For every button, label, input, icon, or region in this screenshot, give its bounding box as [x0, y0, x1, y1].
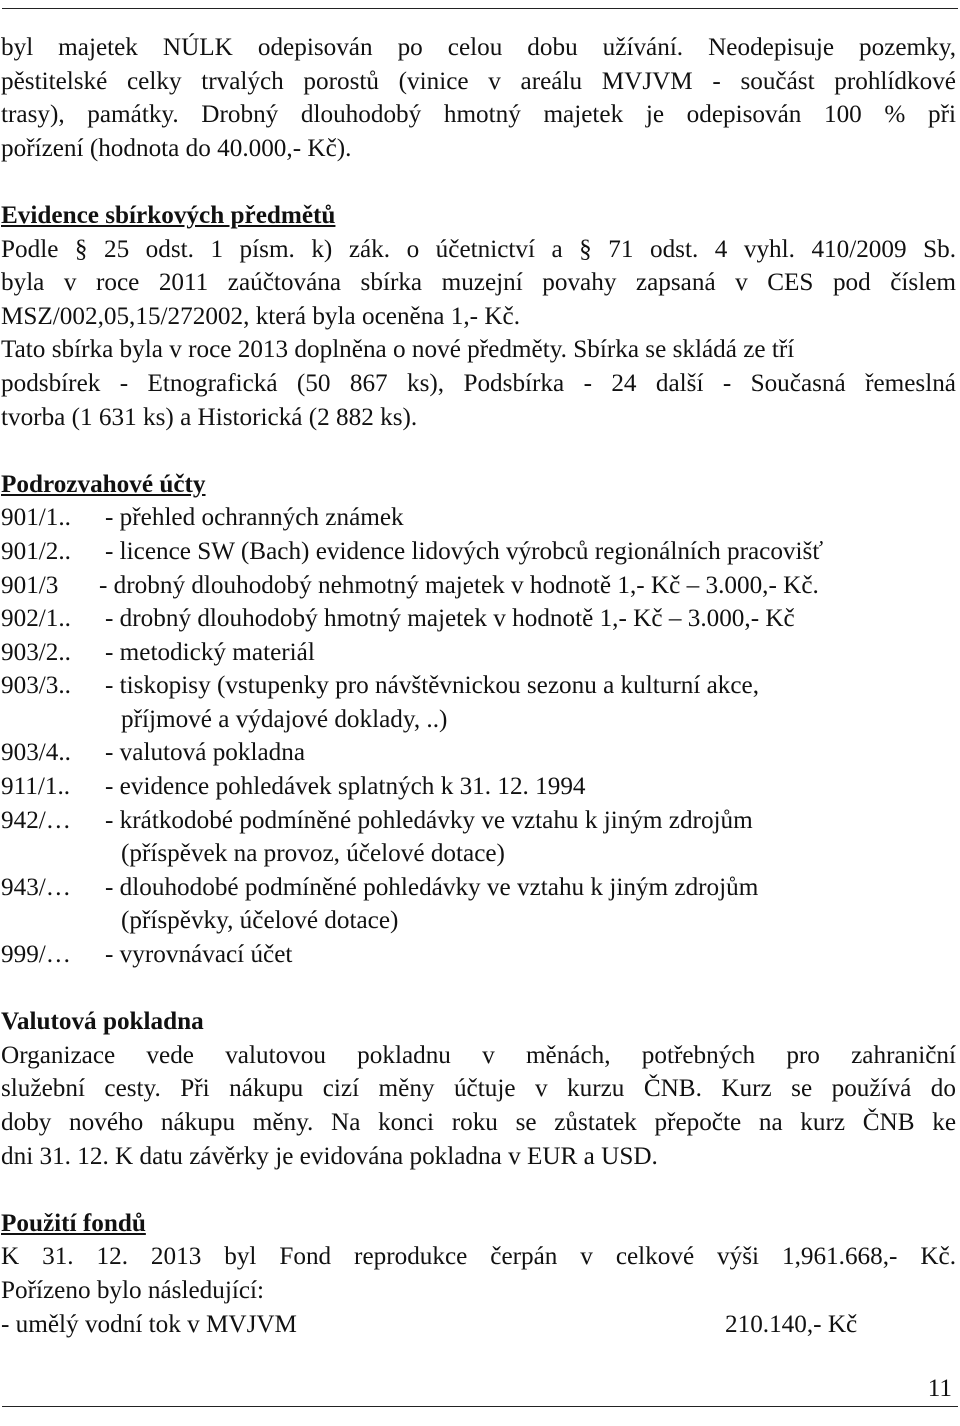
intro-line-4: pořízení (hodnota do 40.000,- Kč).	[1, 134, 352, 162]
account-row	[1, 669, 956, 703]
account-row	[1, 938, 956, 972]
account-description-continued: příjmové a výdajové doklady, ..)	[121, 705, 448, 733]
valutova-line-4: dni 31. 12. K datu závěrky je evidována pokladna v EUR a USD.	[1, 1142, 658, 1170]
account-description: - krátkodobé podmíněné pohledávky ve vztahu k jiným zdrojům	[105, 806, 753, 834]
account-code: 911/1..	[1, 773, 71, 801]
account-code: 901/2..	[1, 537, 71, 565]
fund-item-row	[1, 1308, 956, 1342]
account-description: - vyrovnávací účet	[105, 941, 293, 969]
valutova-heading: Valutová pokladna	[1, 1008, 204, 1036]
evidence-line-1: Podle § 25 odst. 1 písm. k) zák. o účetnictví a § 71 odst. 4 vyhl. 410/2009 Sb.	[1, 235, 956, 263]
account-description: - přehled ochranných známek	[105, 504, 404, 532]
account-code: 902/1..	[1, 605, 71, 633]
account-description: - metodický materiál	[105, 638, 315, 666]
fund-item-name: - umělý vodní tok v MVJVM	[1, 1310, 297, 1338]
valutova-line-1: Organizace vede valutovou pokladnu v měnách, potřebných pro zahraniční	[1, 1041, 956, 1069]
account-row	[1, 871, 956, 905]
account-description-continued: (příspěvek na provoz, účelové dotace)	[121, 840, 505, 868]
account-description: - dlouhodobé podmíněné pohledávky ve vztahu k jiným zdrojům	[105, 873, 759, 901]
account-description: - valutová pokladna	[105, 739, 306, 767]
account-code: 901/3	[1, 571, 59, 599]
intro-line-2: pěstitelské celky trvalých porostů (vinice v areálu MVJVM - součást prohlídkové	[1, 67, 956, 95]
valutova-line-2: služební cesty. Při nákupu cizí měny účtuje v kurzu ČNB. Kurz se používá do	[1, 1075, 956, 1103]
evidence-heading: Evidence sbírkových předmětů	[1, 201, 336, 229]
account-row	[1, 736, 956, 770]
fondy-heading: Použití fondů	[1, 1209, 146, 1237]
fondy-line-1: K 31. 12. 2013 byl Fond reprodukce čerpán v celkové výši 1,961.668,- Kč.	[1, 1243, 956, 1271]
account-code: 903/2..	[1, 638, 71, 666]
evidence-line-2: byla v roce 2011 zaúčtována sbírka muzejní povahy zapsaná v CES pod číslem	[1, 269, 956, 297]
account-row	[1, 569, 956, 603]
evidence-line-3: MSZ/002,05,15/272002, která byla oceněna 1,- Kč.	[1, 302, 521, 330]
account-code: 999/…	[1, 941, 71, 969]
top-rule	[2, 8, 958, 9]
account-description: - drobný dlouhodobý nehmotný majetek v hodnotě 1,- Kč – 3.000,- Kč.	[99, 571, 819, 599]
account-row	[1, 770, 956, 804]
account-row	[1, 804, 956, 838]
account-description: - licence SW (Bach) evidence lidových výrobců regionálních pracovišť	[105, 537, 824, 565]
account-code: 903/3..	[1, 672, 71, 700]
podrozvahove-heading: Podrozvahové účty	[1, 470, 206, 498]
intro-line-1: byl majetek NÚLK odepisován po celou dobu užívání. Neodepisuje pozemky,	[1, 34, 956, 61]
page-number: 11	[927, 1375, 952, 1402]
account-code: 901/1..	[1, 504, 71, 532]
evidence-line-4: Tato sbírka byla v roce 2013 doplněna o nové předměty. Sbírka se skládá ze tří	[1, 336, 795, 364]
account-description: - tiskopisy (vstupenky pro návštěvnickou sezonu a kulturní akce,	[105, 672, 760, 700]
fondy-line-2: Pořízeno bylo následující:	[1, 1276, 265, 1304]
account-description-continued: (příspěvky, účelové dotace)	[121, 907, 399, 935]
account-row	[1, 501, 956, 535]
intro-line-3: trasy), památky. Drobný dlouhodobý hmotný majetek je odepisován 100 % při	[1, 101, 956, 129]
fund-item-amount: 210.140,- Kč	[725, 1310, 858, 1338]
account-description: - drobný dlouhodobý hmotný majetek v hodnotě 1,- Kč – 3.000,- Kč	[105, 605, 795, 633]
evidence-line-6: tvorba (1 631 ks) a Historická (2 882 ks).	[1, 403, 418, 431]
account-row	[1, 602, 956, 636]
account-description: - evidence pohledávek splatných k 31. 12. 1994	[105, 773, 586, 801]
account-code: 903/4..	[1, 739, 71, 767]
evidence-line-5: podsbírek - Etnografická (50 867 ks), Podsbírka - 24 další - Současná řemeslná	[1, 369, 956, 397]
bottom-rule	[2, 1406, 958, 1407]
account-code: 942/…	[1, 806, 71, 834]
document-body	[1, 31, 956, 1341]
account-code: 943/…	[1, 873, 71, 901]
account-row	[1, 535, 956, 569]
valutova-line-3: doby nového nákupu měny. Na konci roku se zůstatek přepočte na kurz ČNB ke	[1, 1109, 956, 1136]
account-row	[1, 636, 956, 670]
